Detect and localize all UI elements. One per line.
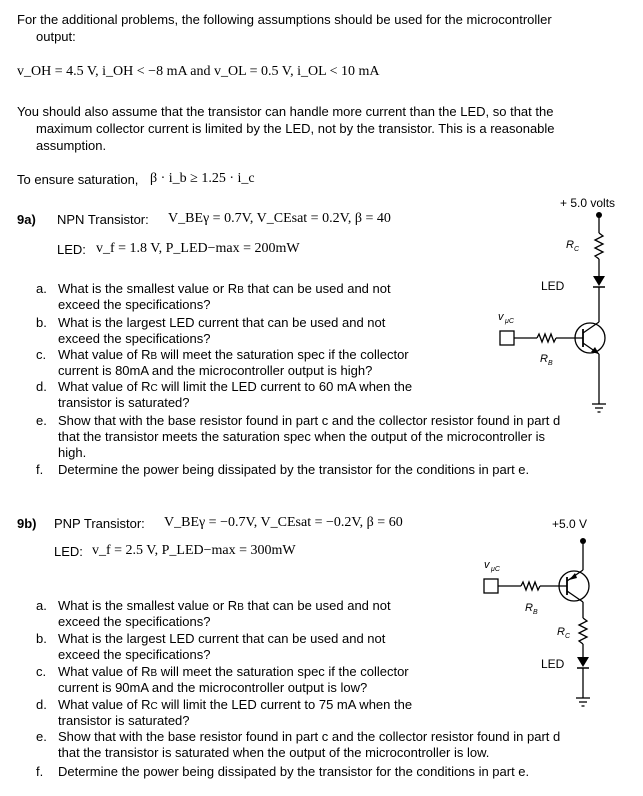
question-line: exceed the specifications?: [58, 297, 211, 312]
assumption-line-2: maximum collector current is limited by the LED, not by the transistor. This is a reasonable: [36, 121, 555, 136]
problem-9a-led-spec: v_f = 1.8 V, P_LED−max = 200mW: [96, 241, 300, 256]
assumption-line-1: You should also assume that the transistor can handle more current than the LED, so that the: [17, 104, 554, 119]
question-text: that can be used and not: [243, 281, 391, 296]
question-label: a.: [36, 281, 47, 296]
problem-9a-number: 9a): [17, 212, 36, 227]
rb-sub: B: [548, 360, 553, 367]
led-label: LED: [541, 279, 565, 293]
problem-9b-number: 9b): [17, 516, 37, 531]
question-subscript: B: [150, 668, 158, 679]
question-text: What is the smallest value or R: [58, 281, 238, 296]
saturation-equation: β · i_b ≥ 1.25 · i_c: [150, 171, 255, 186]
question-text: will meet the saturation spec if the collector: [157, 664, 409, 679]
question-line: that the transistor is saturated when the output of the microcontroller is low.: [58, 745, 490, 760]
question-text: What value of R: [58, 664, 151, 679]
question-line: exceed the specifications?: [58, 647, 211, 662]
question-label: f.: [36, 462, 44, 477]
question-line: exceed the specifications?: [58, 614, 211, 629]
problem-9b-transistor-spec: V_BEγ = −0.7V, V_CEsat = −0.2V, β = 60: [164, 515, 403, 530]
question-subscript: B: [150, 351, 158, 362]
question-line: transistor is saturated?: [58, 713, 190, 728]
question-text: What value of R: [58, 697, 151, 712]
vuc-label: v: [498, 311, 504, 323]
question-line: Show that with the base resistor found in part c and the collector resistor found in part d: [58, 413, 561, 428]
rc-sub: C: [574, 246, 580, 253]
led-symbol-b: [577, 657, 589, 667]
question-text: that can be used and not: [243, 598, 391, 613]
question-subscript: B: [237, 285, 244, 296]
rc-sub-b: C: [565, 633, 571, 640]
question-label: b.: [36, 315, 47, 330]
rc-label: R: [566, 239, 574, 251]
question-text: will meet the saturation spec if the collector: [157, 347, 409, 362]
problem-9b-led-label: LED:: [54, 544, 83, 559]
vuc-sub-b: μC: [491, 566, 500, 573]
question-line: high.: [58, 445, 87, 460]
collector-resistor-b: [579, 618, 587, 644]
base-resistor-b: [521, 582, 540, 590]
question-label: e.: [36, 729, 47, 744]
problem-9a-transistor-spec: V_BEγ = 0.7V, V_CEsat = 0.2V, β = 40: [168, 211, 391, 226]
question-line: Show that with the base resistor found in part c and the collector resistor found in part d: [58, 729, 561, 744]
question-line: What is the largest LED current that can be used and not: [58, 631, 386, 646]
supply-label: + 5.0 volts: [560, 196, 616, 210]
question-label: c.: [36, 664, 47, 679]
assumption-line-3: assumption.: [36, 138, 107, 153]
output-spec-equation: v_OH = 4.5 V, i_OH < −8 mA and v_OL = 0.5 V, i_OL < 10 mA: [17, 64, 380, 79]
question-line: current is 80mA and the microcontroller output is high?: [58, 363, 373, 378]
question-line: exceed the specifications?: [58, 331, 211, 346]
question-line: Determine the power being dissipated by the transistor for the conditions in part e.: [58, 462, 530, 477]
question-subscript: C: [150, 383, 158, 394]
question-text: will limit the LED current to 60 mA when the: [157, 379, 413, 394]
microcontroller-source-b: [484, 579, 498, 593]
vuc-sub: μC: [505, 318, 514, 325]
rc-label-b: R: [557, 626, 565, 638]
question-line: transistor is saturated?: [58, 395, 190, 410]
rb-sub-b: B: [533, 609, 538, 616]
problem-9a-transistor-label: NPN Transistor:: [57, 212, 149, 227]
intro-line-2: output:: [36, 29, 76, 44]
intro-line-1: For the additional problems, the following assumptions should be used for the microcontroller: [17, 12, 552, 27]
question-text: What is the smallest value or R: [58, 598, 238, 613]
question-label: f.: [36, 764, 44, 779]
rb-label-b: R: [525, 602, 533, 614]
question-line: that the transistor meets the saturation spec when the output of the microcontroller is: [58, 429, 546, 444]
problem-9a-led-label: LED:: [57, 242, 86, 257]
supply-label-b: +5.0 V: [552, 517, 588, 531]
question-text: will limit the LED current to 75 mA when the: [157, 697, 413, 712]
question-text: What value of R: [58, 347, 151, 362]
question-label: d.: [36, 697, 47, 712]
rb-label: R: [540, 353, 548, 365]
question-label: d.: [36, 379, 47, 394]
problem-9b-transistor-label: PNP Transistor:: [54, 516, 145, 531]
question-label: c.: [36, 347, 47, 362]
question-text: What value of R: [58, 379, 151, 394]
problem-9b-led-spec: v_f = 2.5 V, P_LED−max = 300mW: [92, 543, 296, 558]
question-line: What is the largest LED current that can be used and not: [58, 315, 386, 330]
led-label-b: LED: [541, 657, 565, 671]
question-subscript: B: [237, 602, 244, 613]
vuc-label-b: v: [484, 559, 490, 571]
question-line: Determine the power being dissipated by the transistor for the conditions in part e.: [58, 764, 530, 779]
saturation-label: To ensure saturation,: [17, 172, 139, 187]
question-line: current is 90mA and the microcontroller output is low?: [58, 680, 368, 695]
question-label: e.: [36, 413, 47, 428]
question-label: b.: [36, 631, 47, 646]
question-label: a.: [36, 598, 47, 613]
question-subscript: C: [150, 701, 158, 712]
